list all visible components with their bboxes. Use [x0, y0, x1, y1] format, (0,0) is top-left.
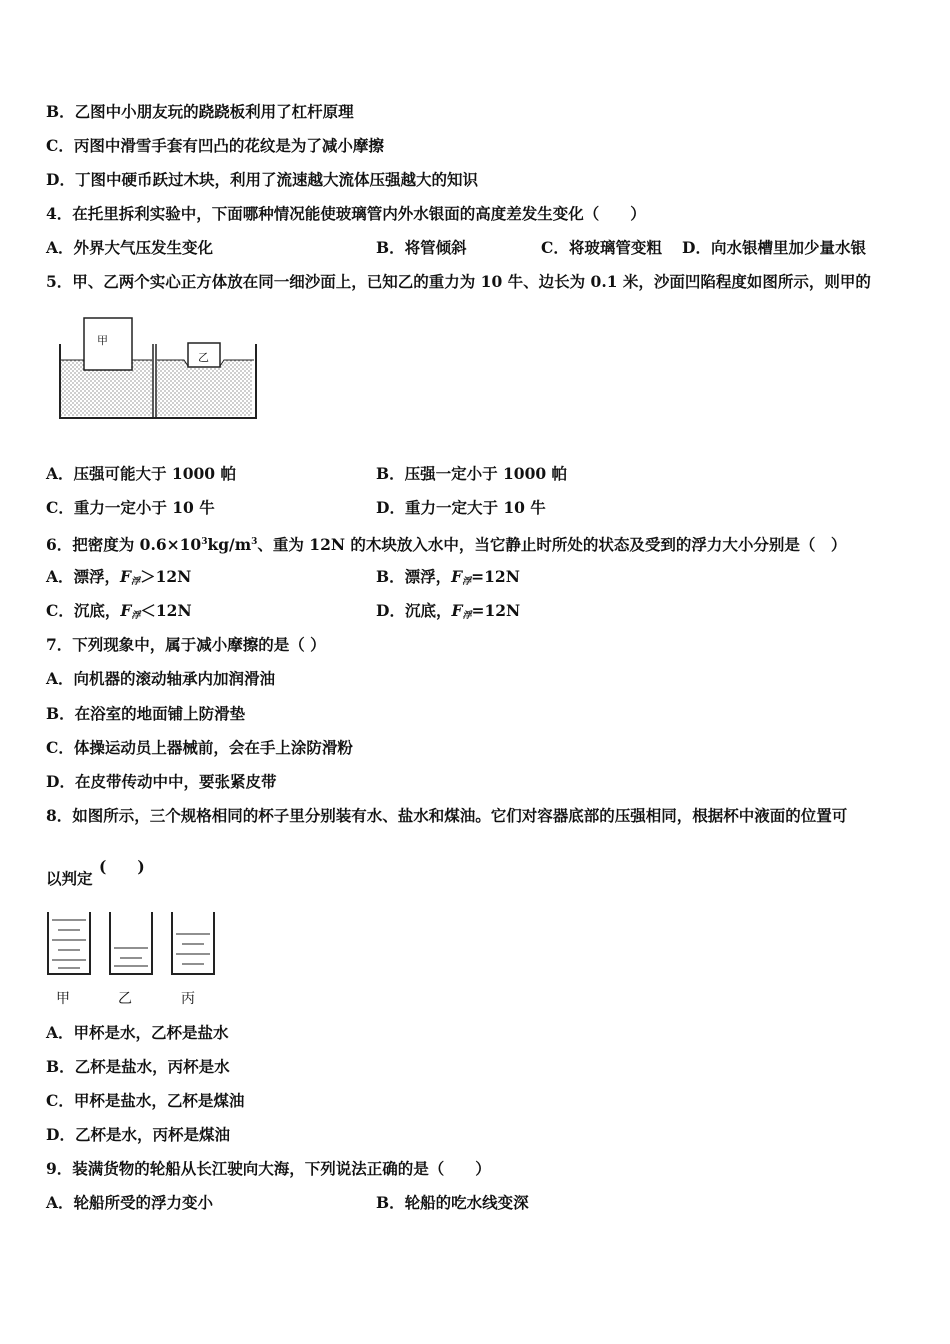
q7-option-d: D．在皮带传动中中，要张紧皮带: [46, 772, 277, 791]
q7-option-a: A．向机器的滚动轴承内加润滑油: [46, 669, 276, 688]
cup-bing: [172, 912, 214, 974]
q6-option-a: A．漂浮，$F_浮>12N$: [46, 567, 192, 587]
cup-yi: [110, 912, 152, 974]
q4-option-c: C．将玻璃管变粗: [541, 238, 662, 257]
q8-option-c: C．甲杯是盐水，乙杯是煤油: [46, 1091, 245, 1110]
q4-option-d: D．向水银槽里加少量水银: [682, 238, 866, 257]
q5-stem: 5．甲、乙两个实心正方体放在同一细沙面上，已知乙的重力为 10 牛、边长为 0.1 米，沙面凹陷程度如图所示，则甲的: [46, 272, 871, 291]
block-yi-label: 乙: [198, 351, 209, 364]
q4-stem: 4．在托里拆利实验中，下面哪种情况能使玻璃管内外水银面的高度差发生变化（ ）: [46, 204, 646, 223]
q8-option-b: B．乙杯是盐水，丙杯是水: [46, 1057, 230, 1076]
block-jia-label: 甲: [97, 334, 108, 347]
q8-option-d: D．乙杯是水，丙杯是煤油: [46, 1125, 230, 1144]
q8-stem-cont: 以判定: [46, 869, 93, 888]
q8-option-a: A．甲杯是水，乙杯是盐水: [46, 1023, 229, 1042]
q6-stem: 6．把密度为 $0.6\times 10^3kg/m^3$、重为 12N 的木块放入水中，当它静止时所处的状态及受到的浮力大小分别是（ ）: [46, 535, 847, 555]
q7-stem: 7．下列现象中，属于减小摩擦的是（ ）: [46, 635, 326, 654]
q5-option-a: A．压强可能大于 1000 帕: [46, 464, 236, 483]
q9-option-b: B．轮船的吃水线变深: [376, 1193, 529, 1212]
q5-option-b: B．压强一定小于 1000 帕: [376, 464, 568, 483]
q6-option-d: D．沉底，$F_浮=12N$: [376, 601, 521, 621]
cup-label-jia: 甲: [56, 991, 70, 1007]
q9-option-a: A．轮船所受的浮力变小: [46, 1193, 214, 1212]
q6-option-b: B．漂浮，$F_浮=12N$: [376, 567, 520, 587]
cups-figure: [44, 908, 220, 980]
q8-stem: 8．如图所示，三个规格相同的杯子里分别装有水、盐水和煤油。它们对容器底部的压强相同，根据杯中液面的位置可: [46, 806, 848, 825]
q8-answer-paren: ( ): [99, 857, 145, 876]
q6-option-c: C．沉底，$F_浮<12N$: [46, 601, 192, 621]
cup-label-bing: 丙: [181, 991, 195, 1007]
q3-option-c: C．丙图中滑雪手套有凹凸的花纹是为了减小摩擦: [46, 136, 384, 155]
q4-option-b: B．将管倾斜: [376, 238, 467, 257]
q7-option-c: C．体操运动员上器械前，会在手上涂防滑粉: [46, 738, 353, 757]
q7-option-b: B．在浴室的地面铺上防滑垫: [46, 704, 246, 723]
cup-jia: [48, 912, 90, 974]
sand-figure: [56, 314, 262, 422]
q3-option-d: D．丁图中硬币跃过木块，利用了流速越大流体压强越大的知识: [46, 170, 478, 189]
cup-label-yi: 乙: [118, 991, 132, 1007]
q4-option-a: A．外界大气压发生变化: [46, 238, 214, 257]
q5-option-c: C．重力一定小于 10 牛: [46, 498, 215, 517]
q9-stem: 9．装满货物的轮船从长江驶向大海，下列说法正确的是（ ）: [46, 1159, 491, 1178]
q3-option-b: B．乙图中小朋友玩的跷跷板利用了杠杆原理: [46, 102, 354, 121]
q5-option-d: D．重力一定大于 10 牛: [376, 498, 546, 517]
